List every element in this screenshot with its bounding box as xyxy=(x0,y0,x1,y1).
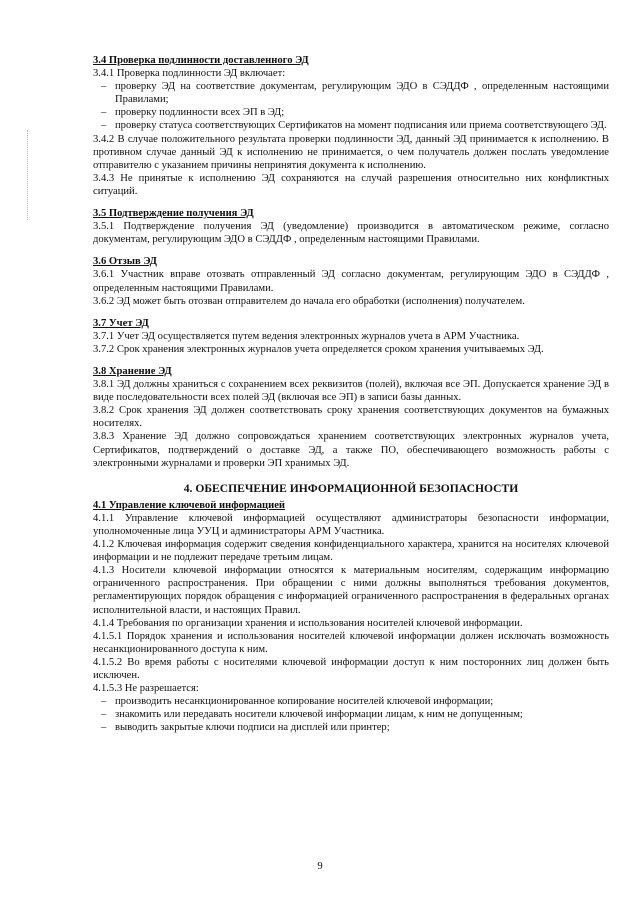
list-item xyxy=(93,721,609,734)
paragraph-3-4-1: 3.4.1 Проверка подлинности ЭД включает: xyxy=(93,68,286,80)
document-body xyxy=(93,54,609,735)
paragraph-3-7-2: 3.7.2 Срок хранения электронных журналов учета определяется сроком хранения учитываемых ЭД. xyxy=(93,343,544,355)
list-item-text: проверку статуса соответствующих Сертификатов на момент подписания или приема соответствующего ЭД. xyxy=(115,120,607,132)
chapter-4-title: 4. ОБЕСПЕЧЕНИЕ ИНФОРМАЦИОННОЙ БЕЗОПАСНОСТИ xyxy=(183,481,519,495)
paragraph-3-8-3: 3.8.3 Хранение ЭД должно сопровождаться хранением соответствующих электронных журналов учета, Сертификатов, подтверждений о доставке ЭД, а также ПО, обеспечивающего возможность работы с электронными журналами и проверки ЭП хранимых ЭД. xyxy=(93,431,609,469)
paragraph-3-8-2: 3.8.2 Срок хранения ЭД должен соответствовать сроку хранения соответствующих документов на бумажных носителях. xyxy=(93,405,609,430)
dash-bullet: – xyxy=(101,81,107,93)
section-3-8-heading: 3.8 Хранение ЭД xyxy=(93,365,172,377)
list-item-text: знакомить или передавать носители ключевой информации лицам, к ним не допущенным; xyxy=(115,709,523,721)
list-item-text: производить несанкционированное копирование носителей ключевой информации; xyxy=(115,696,494,708)
paragraph-4-1-5-1: 4.1.5.1 Порядок хранения и использования носителей ключевой информации должен исключать возможность несанкционированного доступа к ним. xyxy=(93,630,609,655)
paragraph-3-5-1: 3.5.1 Подтверждение получения ЭД (уведомление) производится в автоматическом режиме, согласно документам, регулирующим ЭДО в СЭДДФ , определенным настоящими Правилами. xyxy=(93,221,609,246)
margin-rule xyxy=(27,130,28,220)
paragraph-4-1-1: 4.1.1 Управление ключевой информацией осуществляют администраторы безопасности информации, уполномоченные лица УУЦ и администраторы АРМ Участника. xyxy=(93,512,609,537)
dash-bullet: – xyxy=(101,120,107,132)
dash-bullet: – xyxy=(101,107,107,119)
page-number: 9 xyxy=(317,861,323,872)
list-item-text: проверку ЭД на соответствие документам, регулирующим ЭДО в СЭДДФ , определенным настоящими Правилами; xyxy=(115,81,609,106)
dash-bullet: – xyxy=(101,696,107,708)
paragraph-4-1-4: 4.1.4 Требования по организации хранения и использования носителей ключевой информации. xyxy=(93,617,523,629)
paragraph-3-4-3: 3.4.3 Не принятые к исполнению ЭД сохраняются на случай разрешения относительно них конфликтных ситуаций. xyxy=(93,172,609,197)
list-item xyxy=(93,106,609,119)
list-item-text: проверку подлинности всех ЭП в ЭД; xyxy=(115,107,285,119)
list-item xyxy=(93,708,609,721)
section-3-5-heading: 3.5 Подтверждение получения ЭД xyxy=(93,208,254,220)
list-item xyxy=(93,695,609,708)
section-3-6-heading: 3.6 Отзыв ЭД xyxy=(93,256,157,268)
dash-bullet: – xyxy=(101,722,107,734)
dash-bullet: – xyxy=(101,709,107,721)
paragraph-3-6-2: 3.6.2 ЭД может быть отозван отправителем до начала его обработки (исполнения) получателем. xyxy=(93,295,525,307)
paragraph-3-6-1: 3.6.1 Участник вправе отозвать отправленный ЭД согласно документам, регулирующим ЭДО в СЭДДФ , определенным настоящими Правилами. xyxy=(93,269,609,294)
paragraph-3-4-2: 3.4.2 В случае положительного результата проверки подлинности ЭД, данный ЭД принимается к исполнению. В противном случае данный ЭД к исполнению не принимается, о чем получатель должен послать уведомление отправителю с указанием причины непринятия документа к исполнению. xyxy=(93,133,609,171)
paragraph-3-8-1: 3.8.1 ЭД должны храниться с сохранением всех реквизитов (полей), включая все ЭП. Допускается хранение ЭД в виде последовательности всех полей ЭД (включая все ЭП) в записи базы данных. xyxy=(93,379,609,404)
paragraph-4-1-5-3: 4.1.5.3 Не разрешается: xyxy=(93,683,199,695)
section-4-1-heading: 4.1 Управление ключевой информацией xyxy=(93,499,286,511)
section-3-4-heading: 3.4 Проверка подлинности доставленного ЭД xyxy=(93,55,309,66)
section-3-7-heading: 3.7 Учет ЭД xyxy=(93,317,149,329)
list-item xyxy=(93,80,609,106)
list-item-text: выводить закрытые ключи подписи на дисплей или принтер; xyxy=(115,722,390,734)
paragraph-3-7-1: 3.7.1 Учет ЭД осуществляется путем ведения электронных журналов учета в АРМ Участника. xyxy=(93,330,520,342)
paragraph-4-1-5-2: 4.1.5.2 Во время работы с носителями ключевой информации доступ к ним посторонних лиц должен быть исключен. xyxy=(93,656,609,682)
paragraph-4-1-2: 4.1.2 Ключевая информация содержит сведения конфиденциального характера, хранится на носителях ключевой информации и не подлежит передаче третьим лицам. xyxy=(93,539,609,564)
paragraph-4-1-3: 4.1.3 Носители ключевой информации относятся к материальным носителям, содержащим информацию ограниченного распространения. При обращении с ними должны выполняться требования документов, регламентирующих порядок обращения с информацией ограниченного распространения в федеральных органах исполнительной власти, и настоящих Правил. xyxy=(93,565,609,616)
list-item xyxy=(93,119,609,132)
